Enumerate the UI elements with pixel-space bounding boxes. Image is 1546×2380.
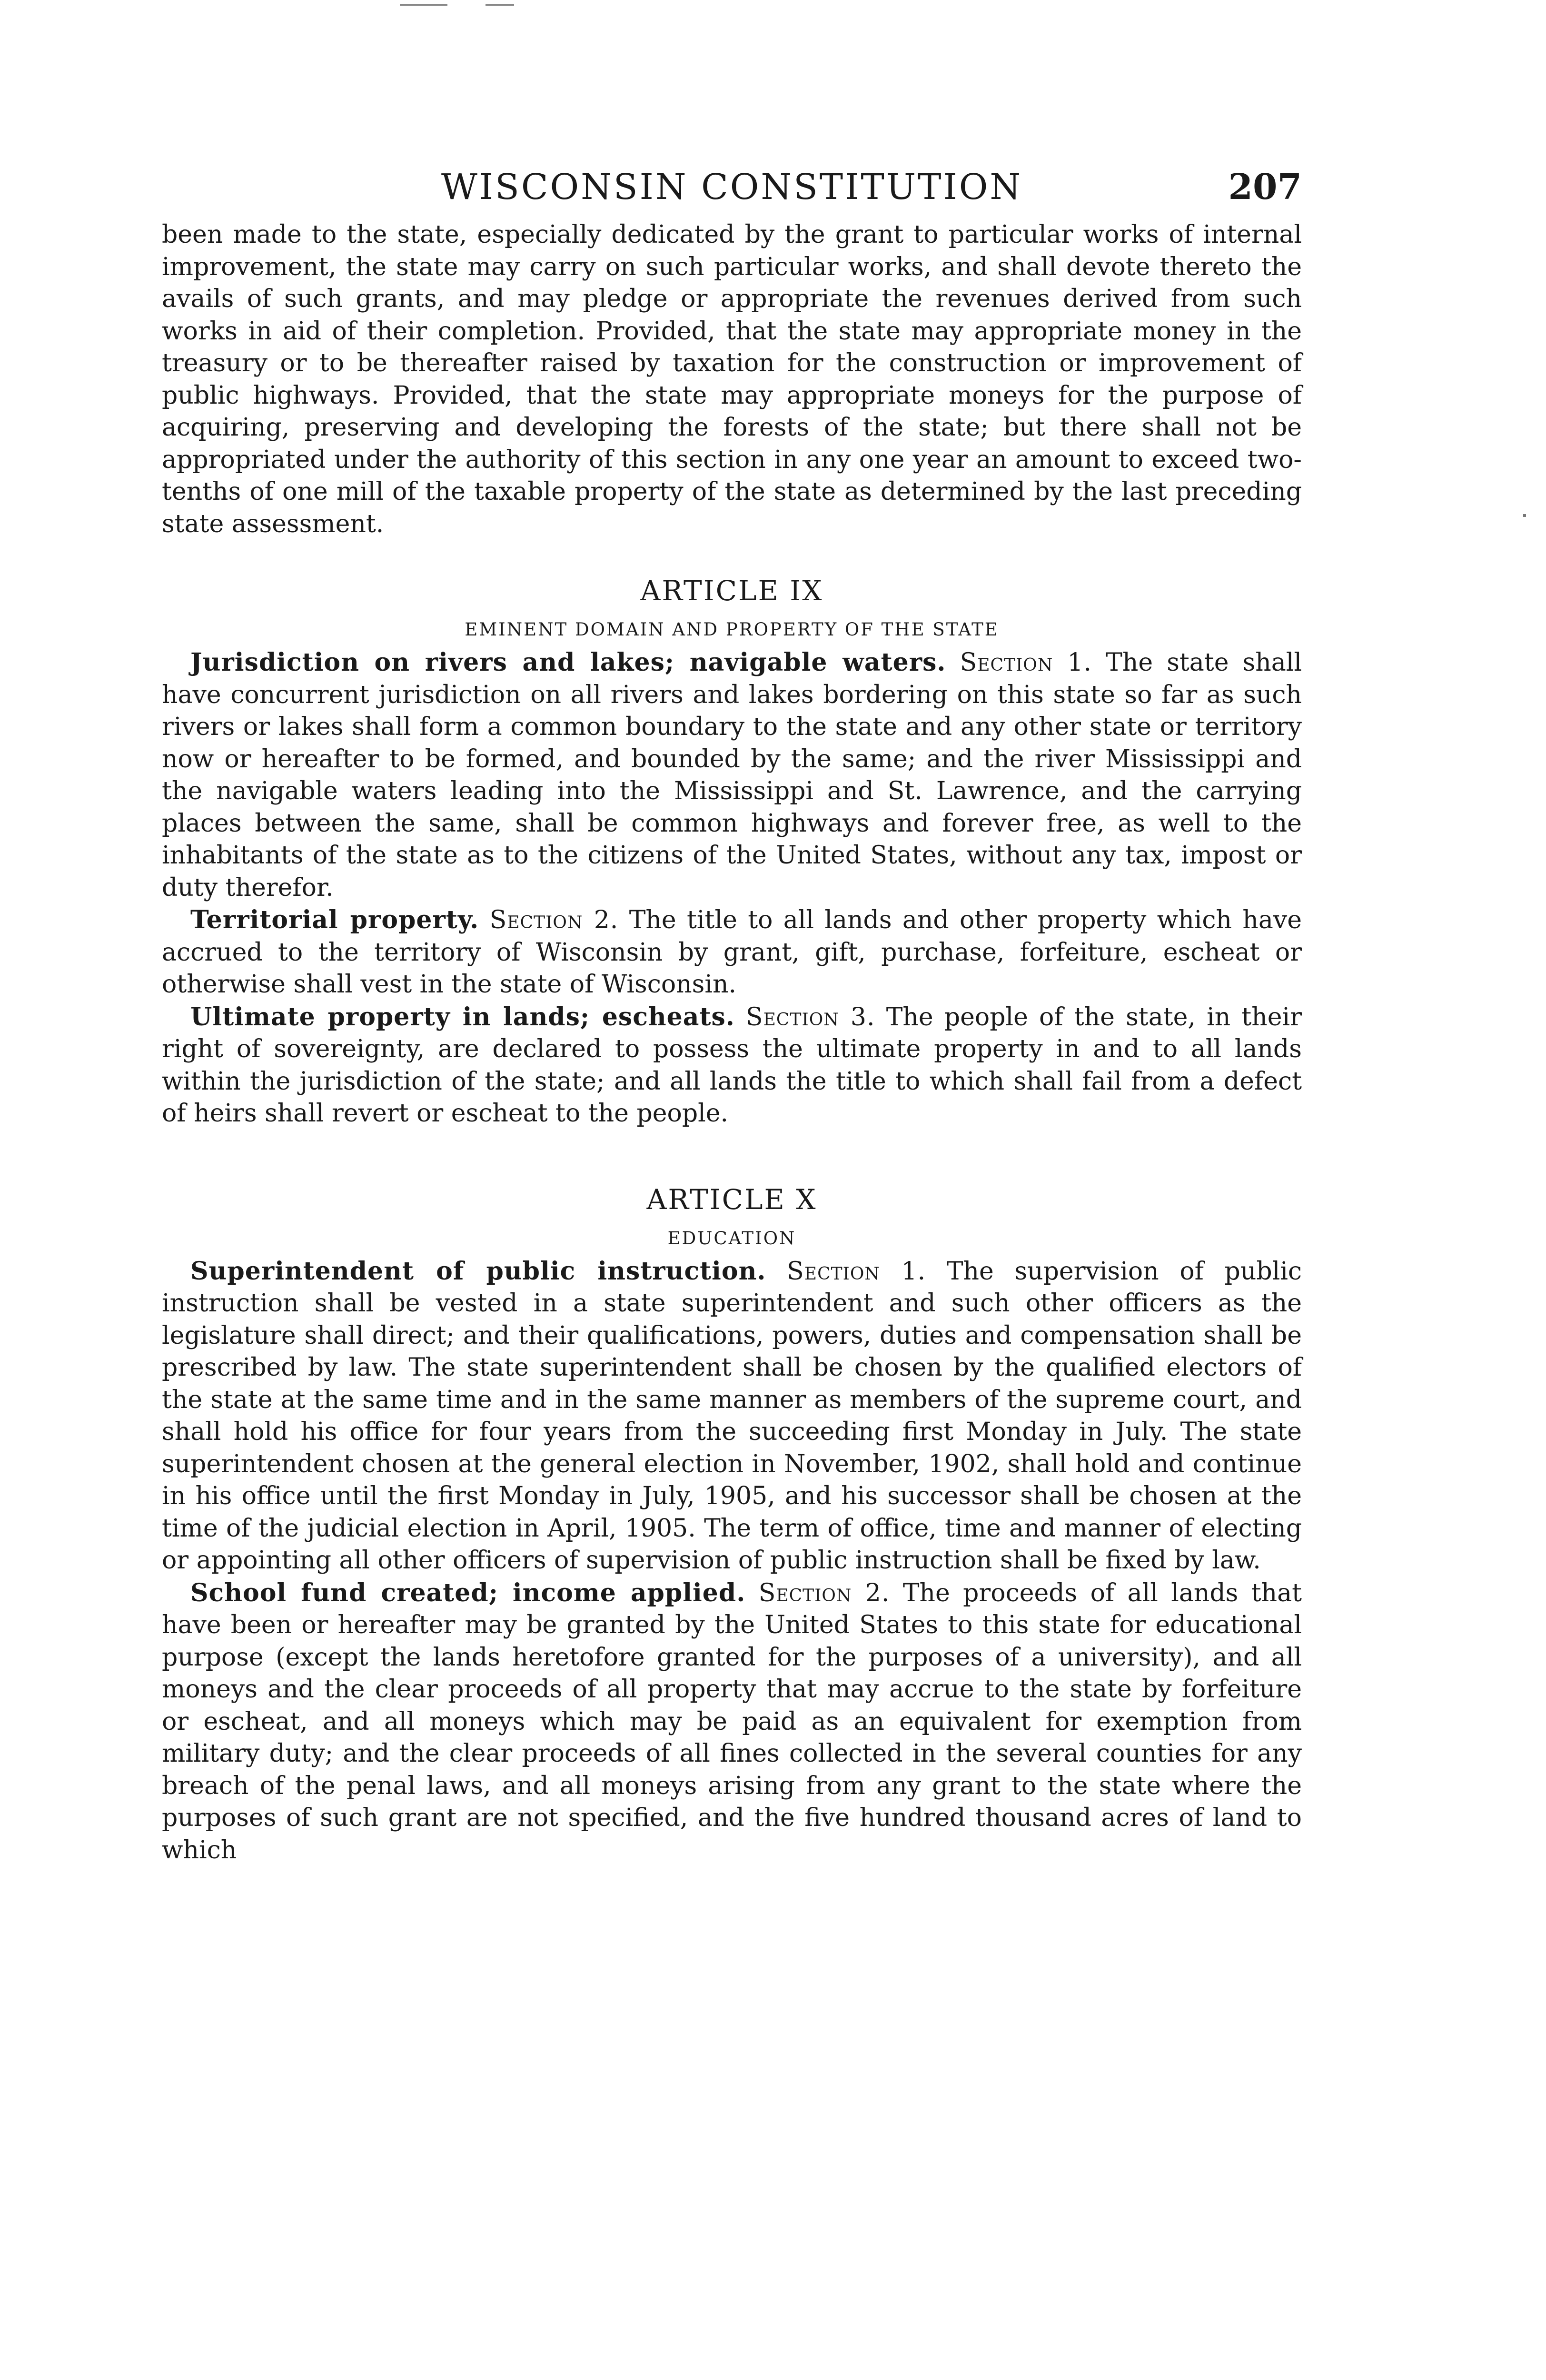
running-title: WISCONSIN CONSTITUTION — [441, 167, 1023, 208]
article-ix-section-1 — [162, 646, 1302, 904]
article-ix — [162, 575, 1302, 1130]
section-label: Section 3. — [746, 1002, 875, 1031]
article-x-subheading: EDUCATION — [667, 1228, 796, 1249]
section-text: The title to all lands and other property which have accrued to the territory of Wisconsin by grant, gift, purchase, forfeiture, escheat or otherwise shall vest in the state of Wisconsin. — [162, 906, 1302, 999]
section-label: Section 2. — [758, 1578, 890, 1607]
section-title: Ultimate property in lands; escheats. — [190, 1002, 735, 1031]
page-number: 207 — [1228, 167, 1302, 208]
article-ix-section-3 — [162, 1001, 1302, 1130]
running-head — [162, 167, 1302, 219]
section-title: School fund created; income applied. — [190, 1578, 746, 1607]
section-title: Superintendent of public instruction. — [190, 1256, 766, 1286]
article-x-section-1 — [162, 1255, 1302, 1577]
article-x-heading: ARTICLE X — [646, 1183, 817, 1216]
section-label: Section 1. — [960, 648, 1092, 677]
section-text: The people of the state, in their right of sovereignty, are declared to possess the ultimate property in and to all lands within the jurisdiction of the state; and all lands the title to which shall fail from a defect of heirs shall revert or escheat to the people. — [162, 1002, 1302, 1128]
continuation-paragraph: been made to the state, especially dedicated by the grant to particular works of internal improvement, the state may carry on such particular works, and shall devote thereto the avails of such grants, and may pledge or appropriate the revenues derived from such works in aid of their completion. Provided, that the state may appropriate money in the treasury or to be thereafter raised by taxation for the construction or improvement of public highways. Provided, that the state may appropriate moneys for the purpose of acquiring, preserving and developing the forests of the state; but there shall not be appropriated under the authority of this section in any one year an amount to exceed two-tenths of one mill of the taxable property of the state as determined by the last preceding state assessment. — [162, 220, 1302, 538]
article-ix-heading: ARTICLE IX — [640, 575, 823, 607]
section-title: Territorial property. — [190, 905, 479, 934]
section-text: The supervision of public instruction shall be vested in a state superintendent and such other officers as the legislature shall direct; and their qualifications, powers, duties and compensation shall be prescribed by law. The state superintendent shall be chosen by the qualified electors of the state at the same time and in the same manner as members of the supreme court, and shall hold his office for four years from the succeeding first Monday in July. The state superintendent chosen at the general election in November, 1902, shall hold and continue in his office until the first Monday in July, 1905, and his successor shall be chosen at the time of the judicial election in April, 1905. The term of office, time and manner of electing or appointing all other officers of supervision of public instruction shall be fixed by law. — [162, 1257, 1302, 1575]
article-ix-subheading: EMINENT DOMAIN AND PROPERTY OF THE STATE — [465, 619, 999, 640]
section-label: Section 1. — [787, 1257, 926, 1286]
scan-speck — [1523, 514, 1526, 517]
top-edge-marks — [0, 0, 1546, 11]
article-x-section-2 — [162, 1577, 1302, 1867]
section-label: Section 2. — [489, 906, 619, 934]
section-text: The proceeds of all lands that have been or hereafter may be granted by the United States to this state for educational purpose (except the lands heretofore granted for the purposes of a university), and all moneys and the clear proceeds of all property that may accrue to the state by forfeiture or escheat, and all moneys which may be paid as an equivalent for exemption from military duty; and the clear proceeds of all fines collected in the several counties for any breach of the penal laws, and all moneys arising from any grant to the state where the purposes of such grant are not specified, and the five hundred thousand acres of land to which — [162, 1578, 1302, 1864]
section-text: The state shall have concurrent jurisdiction on all rivers and lakes bordering on this state so far as such rivers or lakes shall form a common boundary to the state and any other state or territory now or hereafter to be formed, and bounded by the same; and the river Mississippi and the navigable waters leading into the Mississippi and St. Lawrence, and the carrying places between the same, shall be common highways and forever free, as well to the inhabitants of the state as to the citizens of the United States, without any tax, impost or duty therefor. — [162, 648, 1302, 902]
section-title: Jurisdiction on rivers and lakes; navigable waters. — [190, 648, 946, 677]
page-body — [162, 167, 1302, 1866]
article-x — [162, 1183, 1302, 1867]
article-ix-section-2 — [162, 904, 1302, 1001]
